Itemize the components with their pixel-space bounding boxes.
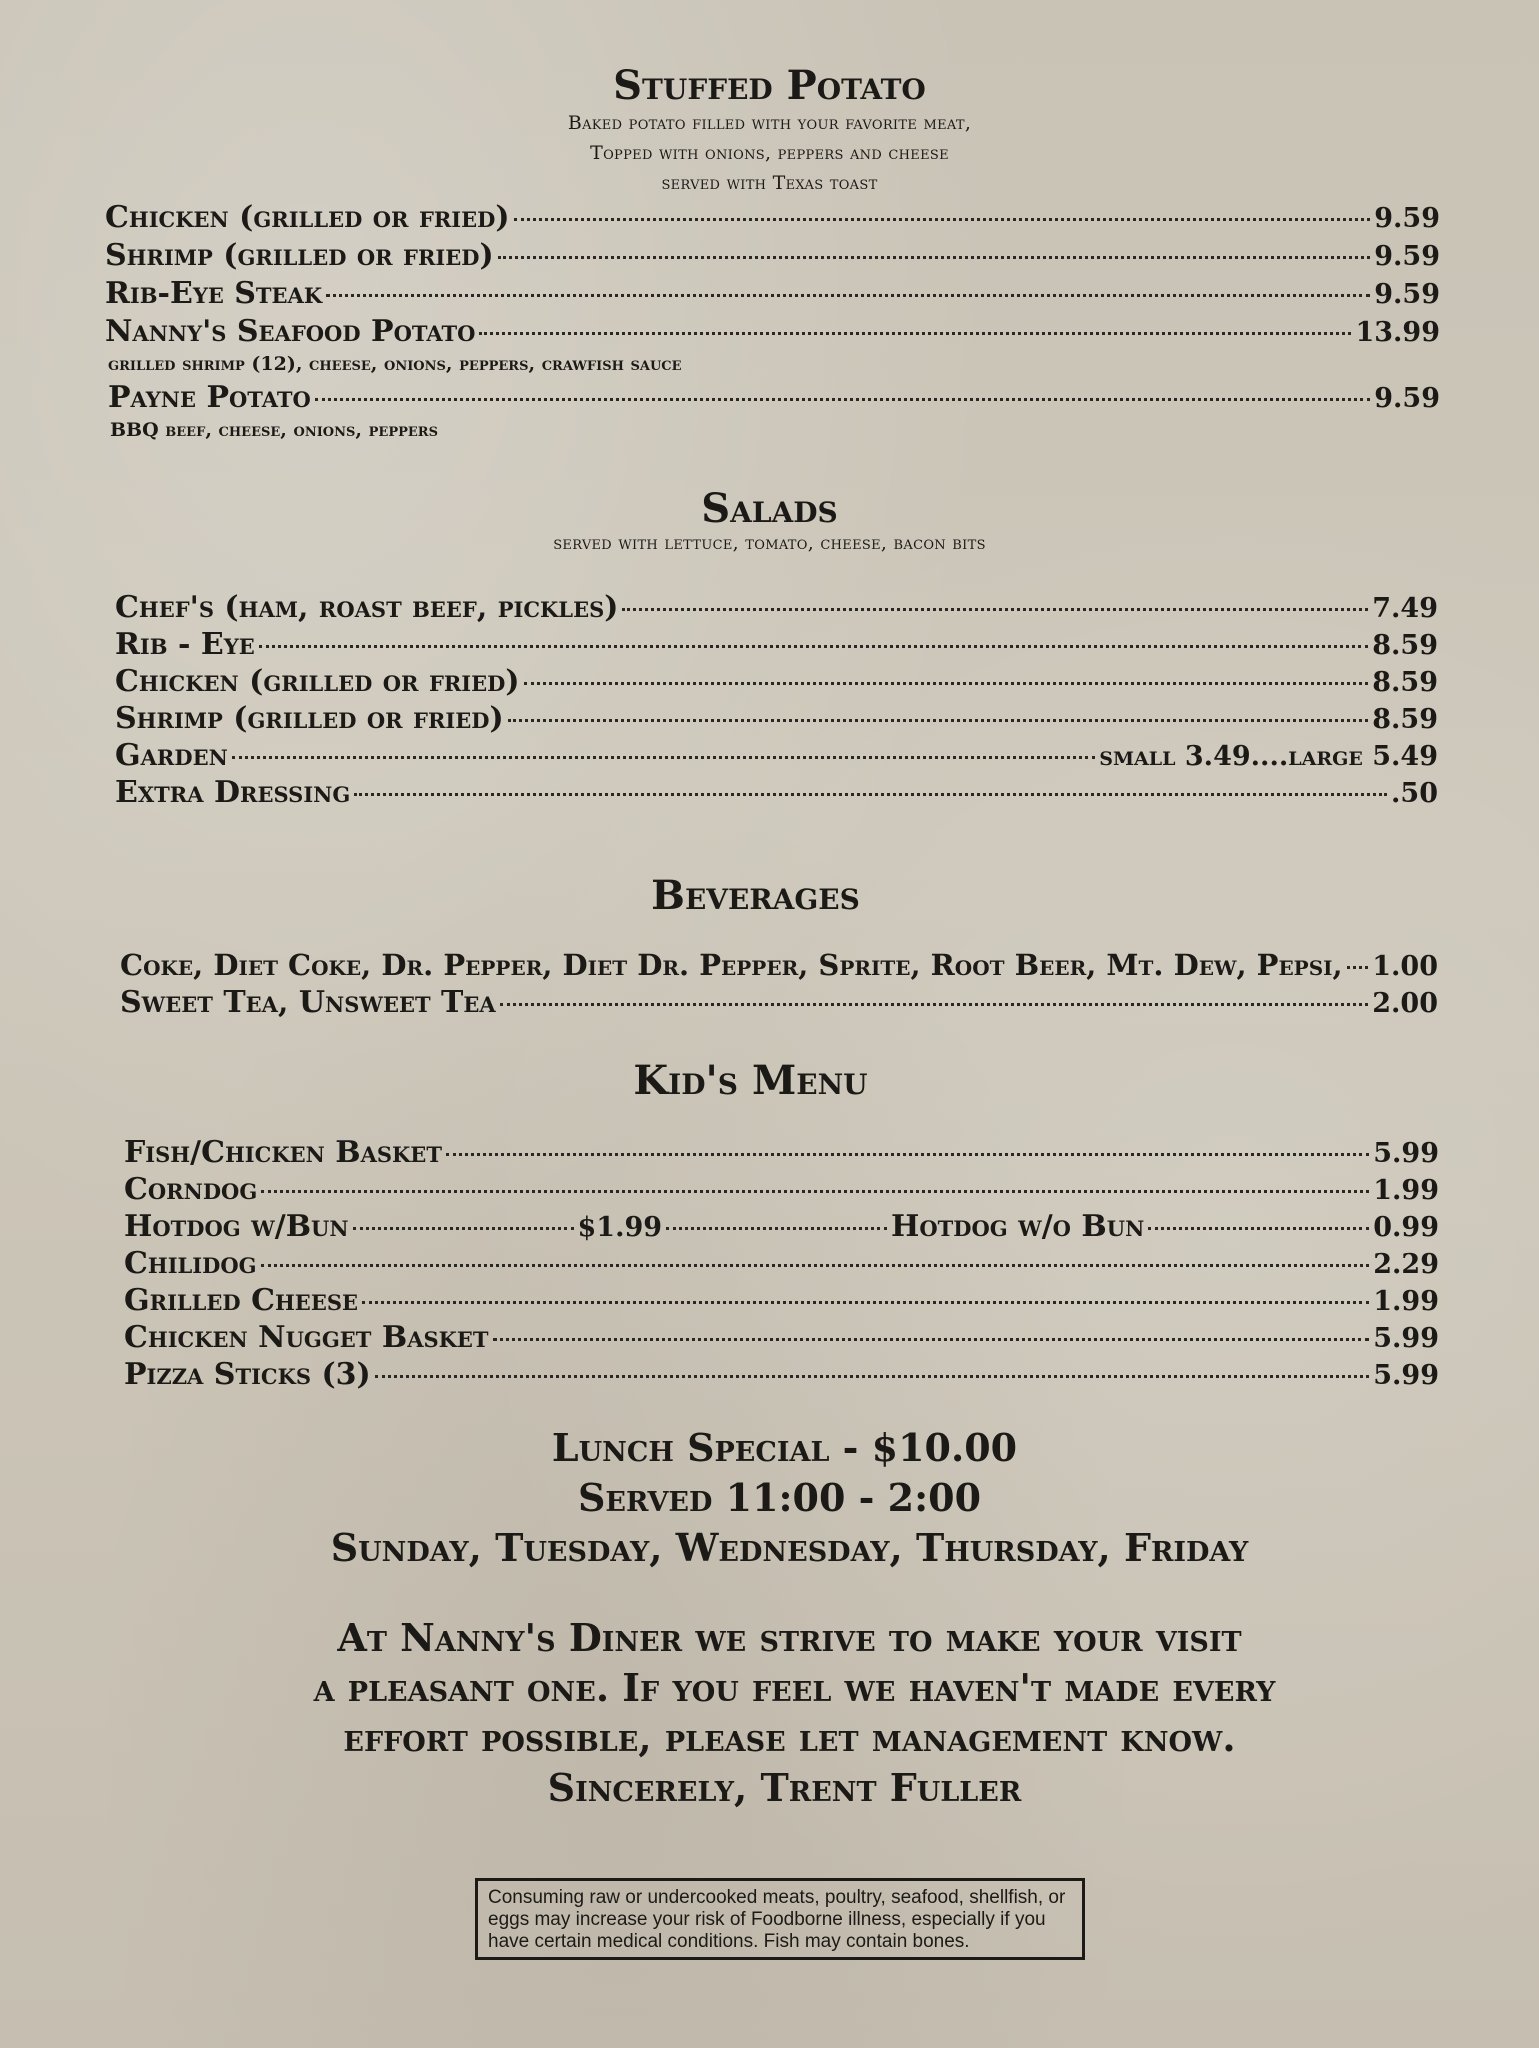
menu-item bbox=[124, 1320, 1439, 1355]
section-description: served with Texas toast bbox=[661, 172, 878, 194]
dot-leader bbox=[514, 218, 1371, 221]
dot-leader bbox=[493, 1338, 1370, 1341]
lunch-special-days: Sunday, Tuesday, Wednesday, Thursday, Friday bbox=[330, 1525, 1249, 1570]
section-title-salads: Salads bbox=[701, 485, 838, 532]
item-name: Payne Potato bbox=[108, 380, 311, 415]
item-note: BBQ beef, cheese, onions, peppers bbox=[110, 419, 438, 441]
item-price: 8.59 bbox=[1372, 667, 1438, 698]
menu-item bbox=[124, 1135, 1439, 1170]
item-name: Coke, Diet Coke, Dr. Pepper, Diet Dr. Pepper, Sprite, Root Beer, Mt. Dew, Pepsi, bbox=[120, 948, 1343, 982]
item-price: $1.99 bbox=[577, 1212, 663, 1243]
item-price: 13.99 bbox=[1355, 317, 1440, 348]
lunch-special-hours: Served 11:00 - 2:00 bbox=[577, 1475, 982, 1520]
menu-item bbox=[124, 1283, 1439, 1318]
dot-leader bbox=[354, 793, 1387, 796]
item-name: Fish/Chicken Basket bbox=[124, 1135, 442, 1170]
food-safety-disclaimer: Consuming raw or undercooked meats, poultry, seafood, shellfish, or eggs may increase your risk of Foodborne illness, especially if you have certain medical conditions. Fish may contain bones. bbox=[475, 1878, 1085, 1960]
section-description: served with lettuce, tomato, cheese, bacon bits bbox=[553, 532, 986, 554]
menu-item bbox=[115, 590, 1438, 625]
menu-item bbox=[120, 948, 1438, 982]
item-name: Chicken (grilled or fried) bbox=[115, 664, 520, 699]
section-title-kids-menu: Kid's Menu bbox=[633, 1057, 868, 1104]
section-description: Baked potato filled with your favorite meat, bbox=[567, 112, 972, 134]
item-price: 8.59 bbox=[1372, 704, 1438, 735]
item-price: 7.49 bbox=[1372, 593, 1438, 624]
menu-item bbox=[124, 1172, 1439, 1207]
item-price: 1.00 bbox=[1372, 951, 1438, 982]
item-price: 5.99 bbox=[1373, 1323, 1439, 1354]
item-name: Hotdog w/Bun bbox=[124, 1209, 349, 1244]
dot-leader bbox=[315, 398, 1370, 401]
item-price: 5.99 bbox=[1373, 1360, 1439, 1391]
section-title-stuffed-potato: Stuffed Potato bbox=[613, 62, 926, 109]
lunch-special-price: Lunch Special - $10.00 bbox=[551, 1425, 1018, 1470]
menu-item bbox=[105, 200, 1440, 235]
item-name: Nanny's Seafood Potato bbox=[105, 314, 476, 349]
item-name: Rib - Eye bbox=[115, 627, 255, 662]
dot-leader bbox=[622, 608, 1368, 611]
item-name: Grilled Cheese bbox=[124, 1283, 358, 1318]
item-name: Chicken (grilled or fried) bbox=[105, 200, 510, 235]
menu-item bbox=[115, 627, 1438, 662]
message-line: At Nanny's Diner we strive to make your visit bbox=[337, 1615, 1242, 1660]
item-price: 9.59 bbox=[1374, 241, 1440, 272]
dot-leader bbox=[261, 1264, 1370, 1267]
menu-item bbox=[108, 380, 1440, 415]
item-name-secondary: Hotdog w/o Bun bbox=[890, 1209, 1145, 1244]
dot-leader bbox=[261, 1190, 1369, 1193]
item-price: .50 bbox=[1391, 778, 1438, 809]
dot-leader bbox=[508, 719, 1369, 722]
menu-item bbox=[115, 664, 1438, 699]
item-price-secondary: 0.99 bbox=[1373, 1212, 1439, 1243]
item-price: small 3.49....large 5.49 bbox=[1099, 741, 1438, 772]
message-line: effort possible, please let management know. bbox=[343, 1715, 1236, 1760]
menu-item bbox=[105, 276, 1440, 311]
item-price: 1.99 bbox=[1373, 1286, 1439, 1317]
item-price: 2.00 bbox=[1372, 988, 1438, 1019]
menu-item bbox=[124, 1357, 1439, 1392]
dot-leader bbox=[259, 645, 1369, 648]
item-price: 2.29 bbox=[1373, 1249, 1439, 1280]
dot-leader bbox=[326, 294, 1370, 297]
item-name: Chef's (ham, roast beef, pickles) bbox=[115, 590, 619, 625]
item-name: Chicken Nugget Basket bbox=[124, 1320, 489, 1355]
item-name: Corndog bbox=[124, 1172, 258, 1207]
menu-item bbox=[115, 701, 1438, 736]
menu-item bbox=[124, 1209, 1439, 1244]
menu-item bbox=[115, 738, 1438, 773]
dot-leader bbox=[498, 256, 1371, 259]
dot-leader bbox=[232, 756, 1095, 759]
dot-leader bbox=[375, 1375, 1370, 1378]
item-price: 9.59 bbox=[1374, 203, 1440, 234]
item-name: Pizza Sticks (3) bbox=[124, 1357, 371, 1392]
dot-leader bbox=[500, 1003, 1369, 1006]
dot-leader bbox=[524, 682, 1369, 685]
section-title-beverages: Beverages bbox=[651, 872, 860, 919]
item-name: Garden bbox=[115, 738, 228, 773]
item-name: Chilidog bbox=[124, 1246, 257, 1281]
menu-item bbox=[120, 985, 1438, 1020]
menu-item bbox=[105, 238, 1440, 273]
menu-item bbox=[115, 775, 1438, 810]
item-name: Shrimp (grilled or fried) bbox=[115, 701, 504, 736]
item-name: Extra Dressing bbox=[115, 775, 351, 810]
dot-leader bbox=[666, 1227, 887, 1230]
menu-item bbox=[124, 1246, 1439, 1281]
signature-line: Sincerely, Trent Fuller bbox=[547, 1765, 1022, 1810]
menu-item bbox=[105, 314, 1440, 349]
item-price: 8.59 bbox=[1372, 630, 1438, 661]
item-note: grilled shrimp (12), cheese, onions, peppers, crawfish sauce bbox=[108, 353, 682, 375]
item-name: Shrimp (grilled or fried) bbox=[105, 238, 494, 273]
item-name: Rib-Eye Steak bbox=[105, 276, 323, 311]
message-line: a pleasant one. If you feel we haven't made every bbox=[313, 1665, 1276, 1710]
dot-leader bbox=[1148, 1227, 1369, 1230]
item-price: 1.99 bbox=[1373, 1175, 1439, 1206]
dot-leader bbox=[479, 332, 1351, 335]
dot-leader bbox=[446, 1153, 1369, 1156]
item-price: 9.59 bbox=[1374, 383, 1440, 414]
dot-leader bbox=[362, 1301, 1369, 1304]
item-name: Sweet Tea, Unsweet Tea bbox=[120, 985, 496, 1020]
dot-leader bbox=[353, 1227, 574, 1230]
item-price: 9.59 bbox=[1374, 279, 1440, 310]
item-price: 5.99 bbox=[1373, 1138, 1439, 1169]
dot-leader bbox=[1347, 966, 1369, 969]
section-description: Topped with onions, peppers and cheese bbox=[590, 142, 949, 164]
